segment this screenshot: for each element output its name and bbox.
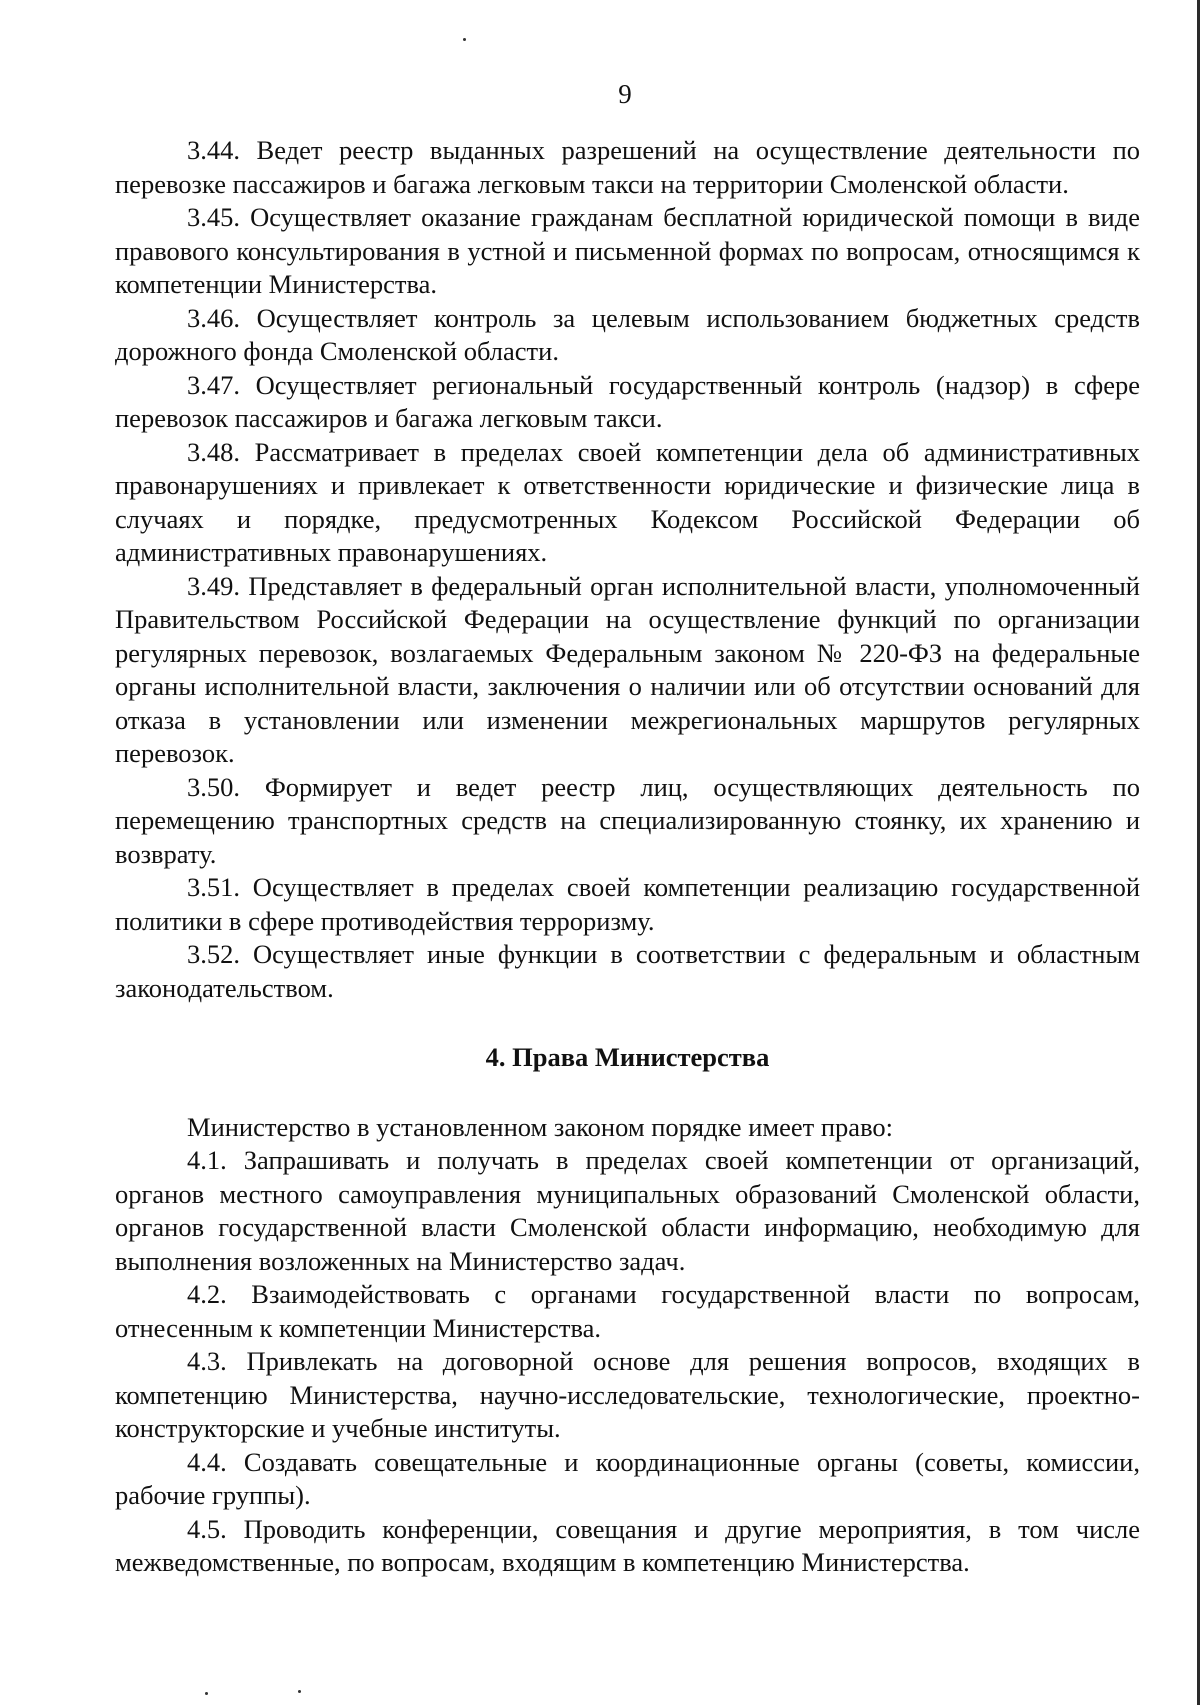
section-heading: 4. Права Министерства (485, 1042, 770, 1072)
paragraph-3-44: 3.44. Ведет реестр выданных разрешений на осуществление деятельности по перевозке пассажиров и багажа легковым такси на территории Смоленской области. (115, 135, 1140, 199)
paragraph-3-50: 3.50. Формирует и ведет реестр лиц, осуществляющих деятельность по перемещению транспортных средств на специализированную стоянку, их хранению и возврату. (115, 771, 1140, 869)
paragraph-3-51: 3.51. Осуществляет в пределах своей компетенции реализацию государственной политики в сфере противодействия терроризму. (115, 872, 1140, 936)
scan-speck (298, 1690, 301, 1693)
paragraph-4-2: 4.2. Взаимодействовать с органами государственной власти по вопросам, отнесенным к компетенции Министерства. (115, 1279, 1140, 1343)
paragraph-3-48: 3.48. Рассматривает в пределах своей компетенции дела об административных правонарушениях и привлекает к ответственности юридические и физические лица в случаях и порядке, предусмотренных Кодексом Российской Федерации об административных правонарушениях. (115, 436, 1140, 567)
paragraph-3-47: 3.47. Осуществляет региональный государственный контроль (надзор) в сфере перевозок пассажиров и багажа легковым такси. (115, 369, 1140, 433)
paragraph-4-3: 4.3. Привлекать на договорной основе для решения вопросов, входящих в компетенцию Министерства, научно-исследовательские, технологические, проектно-конструкторские и учебные институты. (115, 1346, 1140, 1443)
page-number: 9 (618, 79, 632, 109)
paragraph-3-46: 3.46. Осуществляет контроль за целевым использованием бюджетных средств дорожного фонда Смоленской области. (115, 302, 1140, 366)
scan-speck (205, 1692, 208, 1695)
paragraph-4-1: 4.1. Запрашивать и получать в пределах своей компетенции от организаций, органов местного самоуправления муниципальных образований Смоленской области, органов государственной власти Смоленской области информацию, необходимую для выполнения возложенных на Министерство задач. (115, 1145, 1140, 1276)
paragraph-3-52: 3.52. Осуществляет иные функции в соответствии с федеральным и областным законодательством. (115, 939, 1140, 1003)
scan-speck (463, 38, 466, 41)
paragraph-4-4: 4.4. Создавать совещательные и координационные органы (советы, комиссии, рабочие группы). (115, 1446, 1140, 1510)
document-body (115, 134, 1140, 1580)
paragraph-3-45: 3.45. Осуществляет оказание гражданам бесплатной юридической помощи в виде правового консультирования в устной и письменной формах по вопросам, относящимся к компетенции Министерства. (115, 202, 1140, 299)
paragraph-intro: Министерство в установленном законом порядке имеет право: (187, 1111, 894, 1142)
paragraph-3-49: 3.49. Представляет в федеральный орган исполнительной власти, уполномоченный Правительством Российской Федерации на осуществление функций по организации регулярных перевозок, возлагаемых Федеральным законом № 220-ФЗ на федеральные органы исполнительной власти, заключения о наличии или об отсутствии оснований для отказа в установлении или изменении межрегиональных маршрутов регулярных перевозок. (115, 570, 1140, 768)
paragraph-4-5: 4.5. Проводить конференции, совещания и другие мероприятия, в том числе межведомственные, по вопросам, входящим в компетенцию Министерства. (115, 1513, 1140, 1577)
